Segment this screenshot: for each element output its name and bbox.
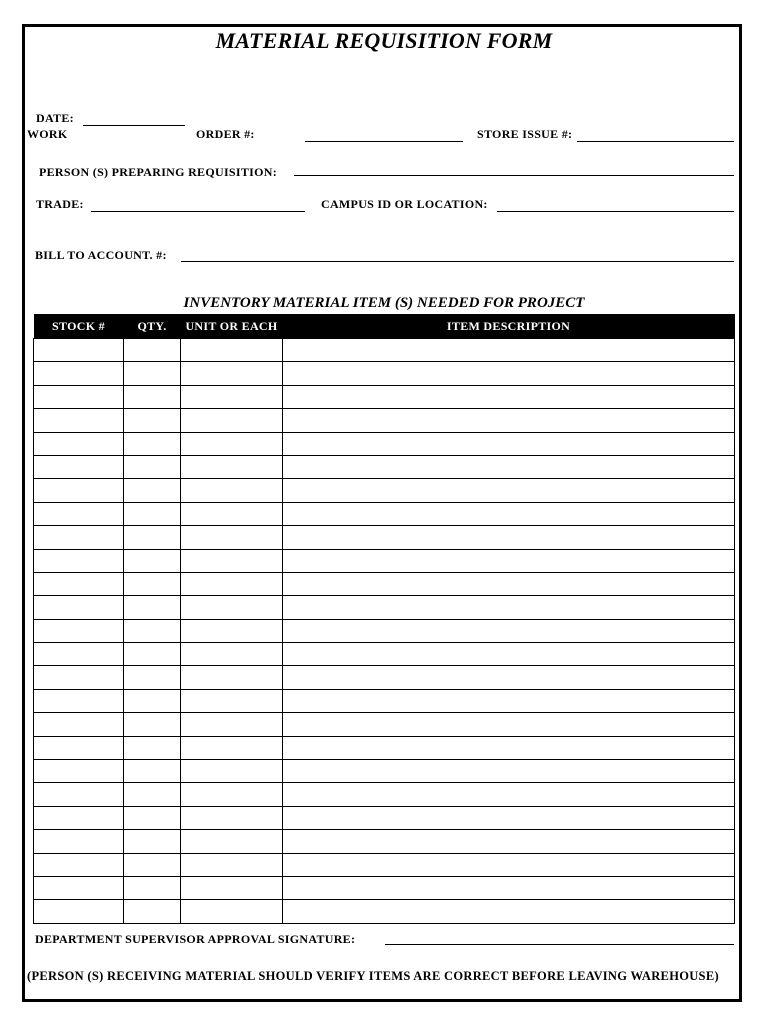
table-row [34, 409, 735, 432]
qty-cell[interactable] [124, 643, 181, 666]
description-cell[interactable] [283, 643, 735, 666]
table-row [34, 619, 735, 642]
signature-label: DEPARTMENT SUPERVISOR APPROVAL SIGNATURE: [35, 932, 356, 946]
stock-cell[interactable] [34, 339, 124, 362]
unit-cell[interactable] [181, 643, 283, 666]
table-row [34, 900, 735, 923]
description-cell[interactable] [283, 760, 735, 783]
qty-cell[interactable] [124, 853, 181, 876]
stock-cell[interactable] [34, 853, 124, 876]
description-cell[interactable] [283, 900, 735, 923]
unit-cell[interactable] [181, 666, 283, 689]
description-cell[interactable] [283, 455, 735, 478]
stock-cell[interactable] [34, 736, 124, 759]
table-row [34, 806, 735, 829]
description-cell[interactable] [283, 502, 735, 525]
unit-cell[interactable] [181, 362, 283, 385]
table-row [34, 713, 735, 736]
items-table-body [34, 339, 735, 924]
unit-cell[interactable] [181, 455, 283, 478]
unit-cell[interactable] [181, 830, 283, 853]
order-label: ORDER #: [196, 127, 255, 141]
description-cell[interactable] [283, 736, 735, 759]
stock-cell[interactable] [34, 596, 124, 619]
table-row [34, 572, 735, 595]
description-cell[interactable] [283, 409, 735, 432]
qty-cell[interactable] [124, 549, 181, 572]
description-cell[interactable] [283, 549, 735, 572]
qty-cell[interactable] [124, 689, 181, 712]
stock-cell[interactable] [34, 385, 124, 408]
stock-cell[interactable] [34, 666, 124, 689]
header-unit: UNIT OR EACH [181, 314, 283, 339]
description-cell[interactable] [283, 385, 735, 408]
trade-label: TRADE: [36, 197, 84, 211]
stock-cell[interactable] [34, 362, 124, 385]
unit-cell[interactable] [181, 853, 283, 876]
table-row [34, 385, 735, 408]
stock-cell[interactable] [34, 876, 124, 899]
trade-field[interactable] [91, 211, 305, 212]
qty-cell[interactable] [124, 409, 181, 432]
header-qty: QTY. [124, 314, 181, 339]
table-row [34, 689, 735, 712]
unit-cell[interactable] [181, 760, 283, 783]
stock-cell[interactable] [34, 479, 124, 502]
table-row [34, 876, 735, 899]
unit-cell[interactable] [181, 619, 283, 642]
description-cell[interactable] [283, 876, 735, 899]
qty-cell[interactable] [124, 385, 181, 408]
campus-location-field[interactable] [497, 211, 734, 212]
qty-cell[interactable] [124, 479, 181, 502]
date-label: DATE: [36, 111, 74, 125]
store-issue-field[interactable] [577, 141, 734, 142]
description-cell[interactable] [283, 432, 735, 455]
stock-cell[interactable] [34, 806, 124, 829]
description-cell[interactable] [283, 806, 735, 829]
description-cell[interactable] [283, 783, 735, 806]
items-table-header [34, 314, 735, 339]
table-row [34, 479, 735, 502]
unit-cell[interactable] [181, 806, 283, 829]
stock-cell[interactable] [34, 432, 124, 455]
verification-note: (PERSON (S) RECEIVING MATERIAL SHOULD VERIFY ITEMS ARE CORRECT BEFORE LEAVING WAREHOUSE) [27, 969, 719, 983]
store-issue-label: STORE ISSUE #: [477, 127, 573, 141]
qty-cell[interactable] [124, 830, 181, 853]
items-table [33, 314, 735, 924]
stock-cell[interactable] [34, 619, 124, 642]
qty-cell[interactable] [124, 572, 181, 595]
unit-cell[interactable] [181, 549, 283, 572]
description-cell[interactable] [283, 526, 735, 549]
unit-cell[interactable] [181, 713, 283, 736]
unit-cell[interactable] [181, 736, 283, 759]
unit-cell[interactable] [181, 689, 283, 712]
stock-cell[interactable] [34, 689, 124, 712]
unit-cell[interactable] [181, 900, 283, 923]
unit-cell[interactable] [181, 385, 283, 408]
person-preparing-field[interactable] [294, 175, 734, 176]
description-cell[interactable] [283, 339, 735, 362]
table-row [34, 549, 735, 572]
stock-cell[interactable] [34, 760, 124, 783]
campus-location-label: CAMPUS ID OR LOCATION: [321, 197, 488, 211]
table-row [34, 643, 735, 666]
qty-cell[interactable] [124, 783, 181, 806]
description-cell[interactable] [283, 596, 735, 619]
table-row [34, 596, 735, 619]
signature-field[interactable] [385, 944, 734, 945]
stock-cell[interactable] [34, 783, 124, 806]
stock-cell[interactable] [34, 526, 124, 549]
qty-cell[interactable] [124, 362, 181, 385]
description-cell[interactable] [283, 362, 735, 385]
table-row [34, 339, 735, 362]
unit-cell[interactable] [181, 409, 283, 432]
table-row [34, 666, 735, 689]
unit-cell[interactable] [181, 596, 283, 619]
work-order-field[interactable] [305, 141, 463, 142]
description-cell[interactable] [283, 853, 735, 876]
qty-cell[interactable] [124, 502, 181, 525]
table-row [34, 526, 735, 549]
stock-cell[interactable] [34, 549, 124, 572]
stock-cell[interactable] [34, 830, 124, 853]
qty-cell[interactable] [124, 900, 181, 923]
unit-cell[interactable] [181, 876, 283, 899]
unit-cell[interactable] [181, 783, 283, 806]
qty-cell[interactable] [124, 736, 181, 759]
table-row [34, 736, 735, 759]
description-cell[interactable] [283, 713, 735, 736]
unit-cell[interactable] [181, 502, 283, 525]
description-cell[interactable] [283, 479, 735, 502]
table-row [34, 830, 735, 853]
table-row [34, 455, 735, 478]
unit-cell[interactable] [181, 432, 283, 455]
stock-cell[interactable] [34, 643, 124, 666]
unit-cell[interactable] [181, 572, 283, 595]
qty-cell[interactable] [124, 596, 181, 619]
header-description: ITEM DESCRIPTION [283, 314, 735, 339]
table-row [34, 760, 735, 783]
header-stock: STOCK # [34, 314, 124, 339]
description-cell[interactable] [283, 830, 735, 853]
description-cell[interactable] [283, 689, 735, 712]
qty-cell[interactable] [124, 619, 181, 642]
work-label: WORK [27, 127, 68, 141]
unit-cell[interactable] [181, 526, 283, 549]
table-row [34, 432, 735, 455]
table-row [34, 783, 735, 806]
stock-cell[interactable] [34, 455, 124, 478]
qty-cell[interactable] [124, 760, 181, 783]
qty-cell[interactable] [124, 876, 181, 899]
stock-cell[interactable] [34, 572, 124, 595]
table-row [34, 362, 735, 385]
qty-cell[interactable] [124, 666, 181, 689]
table-row [34, 853, 735, 876]
bill-to-account-field[interactable] [181, 261, 734, 262]
qty-cell[interactable] [124, 432, 181, 455]
qty-cell[interactable] [124, 339, 181, 362]
description-cell[interactable] [283, 572, 735, 595]
items-table-title: INVENTORY MATERIAL ITEM (S) NEEDED FOR PROJECT [183, 295, 585, 311]
unit-cell[interactable] [181, 339, 283, 362]
description-cell[interactable] [283, 666, 735, 689]
table-row [34, 502, 735, 525]
qty-cell[interactable] [124, 526, 181, 549]
stock-cell[interactable] [34, 900, 124, 923]
qty-cell[interactable] [124, 713, 181, 736]
stock-cell[interactable] [34, 409, 124, 432]
date-field[interactable] [83, 125, 185, 126]
description-cell[interactable] [283, 619, 735, 642]
person-preparing-label: PERSON (S) PREPARING REQUISITION: [39, 165, 278, 179]
qty-cell[interactable] [124, 455, 181, 478]
form-title: MATERIAL REQUISITION FORM [215, 28, 553, 53]
bill-to-account-label: BILL TO ACCOUNT. #: [35, 248, 167, 262]
stock-cell[interactable] [34, 502, 124, 525]
unit-cell[interactable] [181, 479, 283, 502]
qty-cell[interactable] [124, 806, 181, 829]
stock-cell[interactable] [34, 713, 124, 736]
